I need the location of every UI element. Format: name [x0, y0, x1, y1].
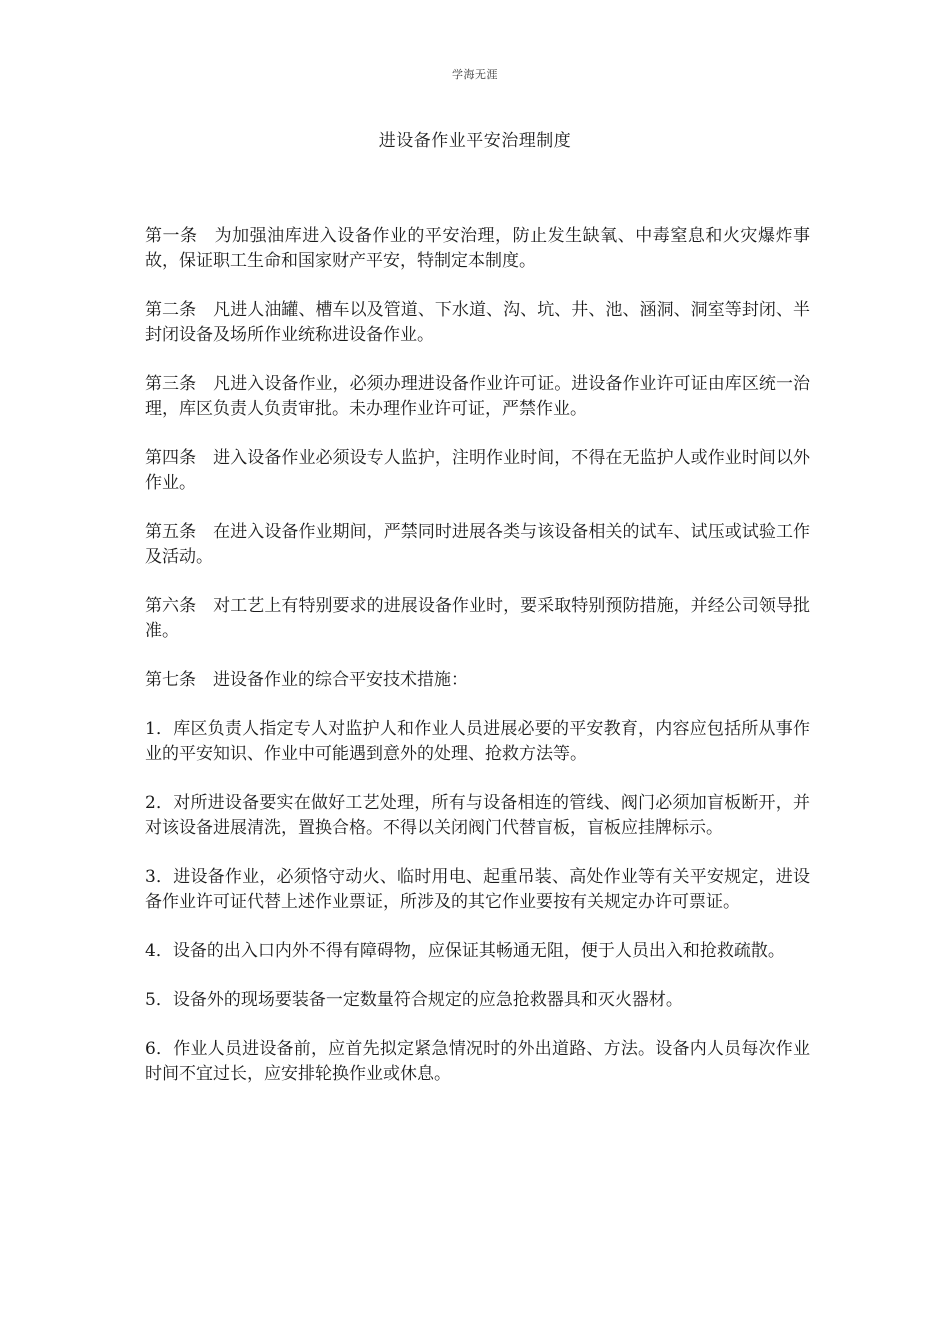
item-text: 作业人员进设备前，应首先拟定紧急情况时的外出道路、方法。设备内人员每次作业时间不宜过长，应安排轮换作业或休息。	[145, 1039, 810, 1084]
item-text: 设备外的现场要装备一定数量符合规定的应急抢救器具和灭火器材。	[172, 990, 683, 1010]
article-text: 凡进入设备作业，必须办理进设备作业许可证。进设备作业许可证由库区统一治理，库区负责人负责审批。未办理作业许可证，严禁作业。	[145, 374, 811, 419]
article-label: 第七条	[145, 670, 196, 690]
article-paragraph	[145, 668, 810, 693]
item-text: 设备的出入口内外不得有障碍物，应保证其畅通无阻，便于人员出入和抢救疏散。	[172, 941, 785, 961]
page-header: 学海无涯	[452, 68, 498, 81]
article-label: 第一条	[145, 226, 198, 246]
document-title: 进设备作业平安治理制度	[378, 131, 572, 151]
item-number: 6．	[145, 1039, 174, 1059]
item-number: 3．	[145, 867, 174, 887]
numbered-item	[145, 988, 810, 1013]
item-number: 1．	[145, 719, 174, 739]
article-paragraph	[145, 594, 810, 644]
article-text: 凡进人油罐、槽车以及管道、下水道、沟、坑、井、池、涵洞、洞室等封闭、半封闭设备及场所作业统称进设备作业。	[145, 300, 811, 345]
article-text: 为加强油库进入设备作业的平安治理，防止发生缺氧、中毒窒息和火灾爆炸事故，保证职工生命和国家财产平安，特制定本制度。	[145, 226, 811, 271]
article-text: 对工艺上有特别要求的进展设备作业时，要采取特别预防措施，并经公司领导批准。	[145, 596, 811, 641]
document-body	[145, 224, 810, 1111]
article-paragraph	[145, 224, 810, 274]
numbered-item	[145, 1037, 810, 1087]
article-label: 第五条	[145, 522, 197, 542]
numbered-item	[145, 865, 810, 915]
item-text: 进设备作业，必须恪守动火、临时用电、起重吊装、高处作业等有关平安规定，进设备作业许可证代替上述作业票证，所涉及的其它作业要按有关规定办许可票证。	[145, 867, 810, 912]
article-label: 第四条	[145, 448, 197, 468]
article-text: 进入设备作业必须设专人监护，注明作业时间，不得在无监护人或作业时间以外作业。	[145, 448, 811, 493]
article-label: 第六条	[145, 596, 197, 616]
article-text: 在进入设备作业期间，严禁同时进展各类与该设备相关的试车、试压或试验工作及活动。	[145, 522, 811, 567]
item-number: 2．	[145, 793, 174, 813]
item-text: 对所进设备要实在做好工艺处理，所有与设备相连的管线、阀门必须加盲板断开，并对该设备进展清洗，置换合格。不得以关闭阀门代替盲板，盲板应挂牌标示。	[145, 793, 810, 838]
numbered-item	[145, 939, 810, 964]
item-text: 库区负责人指定专人对监护人和作业人员进展必要的平安教育，内容应包括所从事作业的平安知识、作业中可能遇到意外的处理、抢救方法等。	[145, 719, 810, 764]
article-paragraph	[145, 446, 810, 496]
article-text: 进设备作业的综合平安技术措施：	[213, 670, 468, 690]
item-number: 5．	[145, 990, 173, 1010]
article-paragraph	[145, 298, 810, 348]
item-number: 4．	[145, 941, 173, 961]
numbered-item	[145, 791, 810, 841]
article-paragraph	[145, 372, 810, 422]
article-label: 第二条	[145, 300, 197, 320]
article-label: 第三条	[145, 374, 197, 394]
numbered-item	[145, 717, 810, 767]
article-paragraph	[145, 520, 810, 570]
